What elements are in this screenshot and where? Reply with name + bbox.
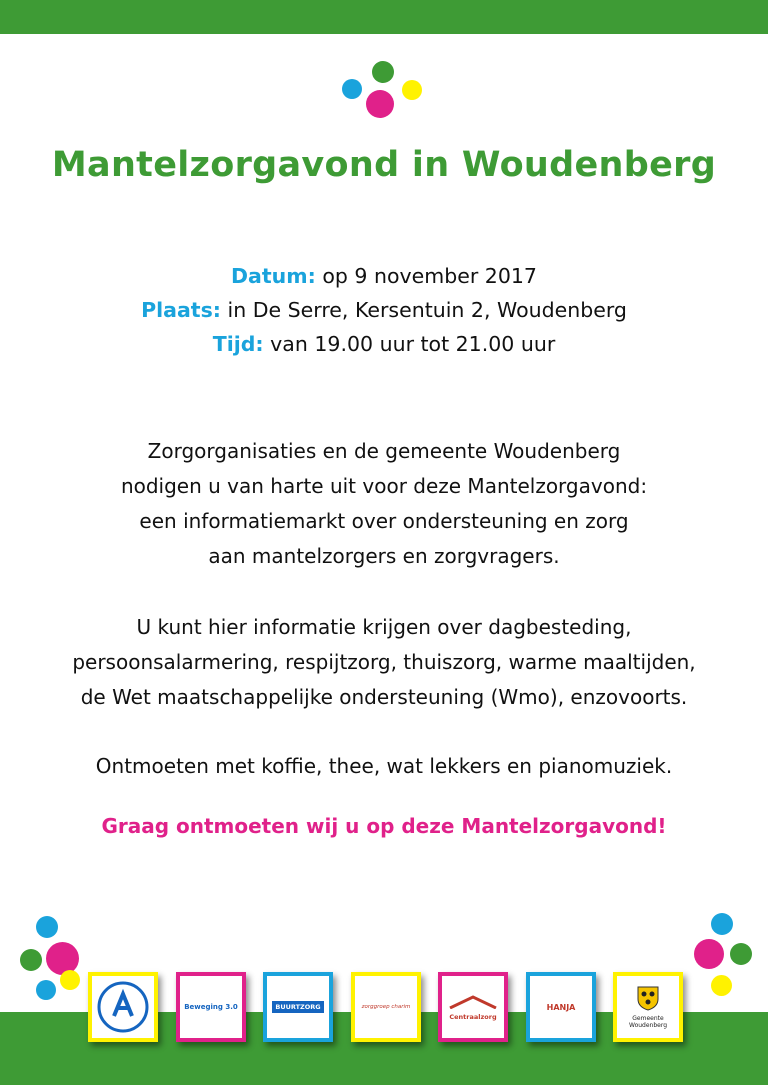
roof-icon [448, 995, 498, 1009]
gemeente-text-1: Gemeente [632, 1015, 664, 1022]
info-line: persoonsalarmering, respijtzorg, thuiszorg, warme maaltijden, [72, 650, 696, 674]
date-value: op 9 november 2017 [322, 264, 537, 288]
acare-logo-icon [96, 980, 150, 1034]
charim-text: zorggroep charim [361, 1004, 411, 1010]
gemeente-text-2: Woudenberg [628, 1022, 668, 1029]
logo-acare [88, 972, 158, 1042]
closing-line: Graag ontmoeten wij u op deze Mantelzorgavond! [101, 814, 667, 838]
place-line [0, 293, 768, 327]
intro-line: een informatiemarkt over ondersteuning en zorg [139, 509, 629, 533]
meet-line: Ontmoeten met koffie, thee, wat lekkers en pianomuziek. [95, 754, 673, 778]
centraalzorg-text: Centraalzorg [449, 1012, 497, 1021]
logo-centraalzorg [438, 972, 508, 1042]
coat-of-arms-icon [636, 985, 660, 1011]
time-value: van 19.00 uur tot 21.00 uur [270, 332, 556, 356]
intro-paragraph [0, 434, 768, 574]
meet-paragraph [0, 749, 768, 784]
info-line: U kunt hier informatie krijgen over dagbesteding, [136, 615, 632, 639]
page-title: Mantelzorgavond in Woudenberg [51, 145, 717, 185]
top-green-band [0, 0, 768, 34]
info-line: de Wet maatschappelijke ondersteuning (Wmo), enzovoorts. [80, 685, 688, 709]
place-label: Plaats: [141, 298, 221, 322]
logo-hanja [526, 972, 596, 1042]
hanja-text: HANJA [546, 1002, 576, 1012]
info-paragraph [0, 610, 768, 715]
intro-line: Zorgorganisaties en de gemeente Woudenberg [147, 439, 621, 463]
beweging-text: Beweging 3.0 [184, 1003, 238, 1011]
date-line [0, 259, 768, 293]
place-value: in De Serre, Kersentuin 2, Woudenberg [227, 298, 627, 322]
intro-line: aan mantelzorgers en zorgvragers. [208, 544, 560, 568]
logo-gemeente-woudenberg [613, 972, 683, 1042]
time-label: Tijd: [212, 332, 264, 356]
buurtzorg-text: BUURTZORG [272, 1001, 323, 1013]
logo-charim [351, 972, 421, 1042]
intro-line: nodigen u van harte uit voor deze Mantelzorgavond: [120, 474, 648, 498]
time-line [0, 327, 768, 361]
event-details [0, 259, 768, 361]
logo-beweging [176, 972, 246, 1042]
logo-buurtzorg [263, 972, 333, 1042]
date-label: Datum: [231, 264, 316, 288]
